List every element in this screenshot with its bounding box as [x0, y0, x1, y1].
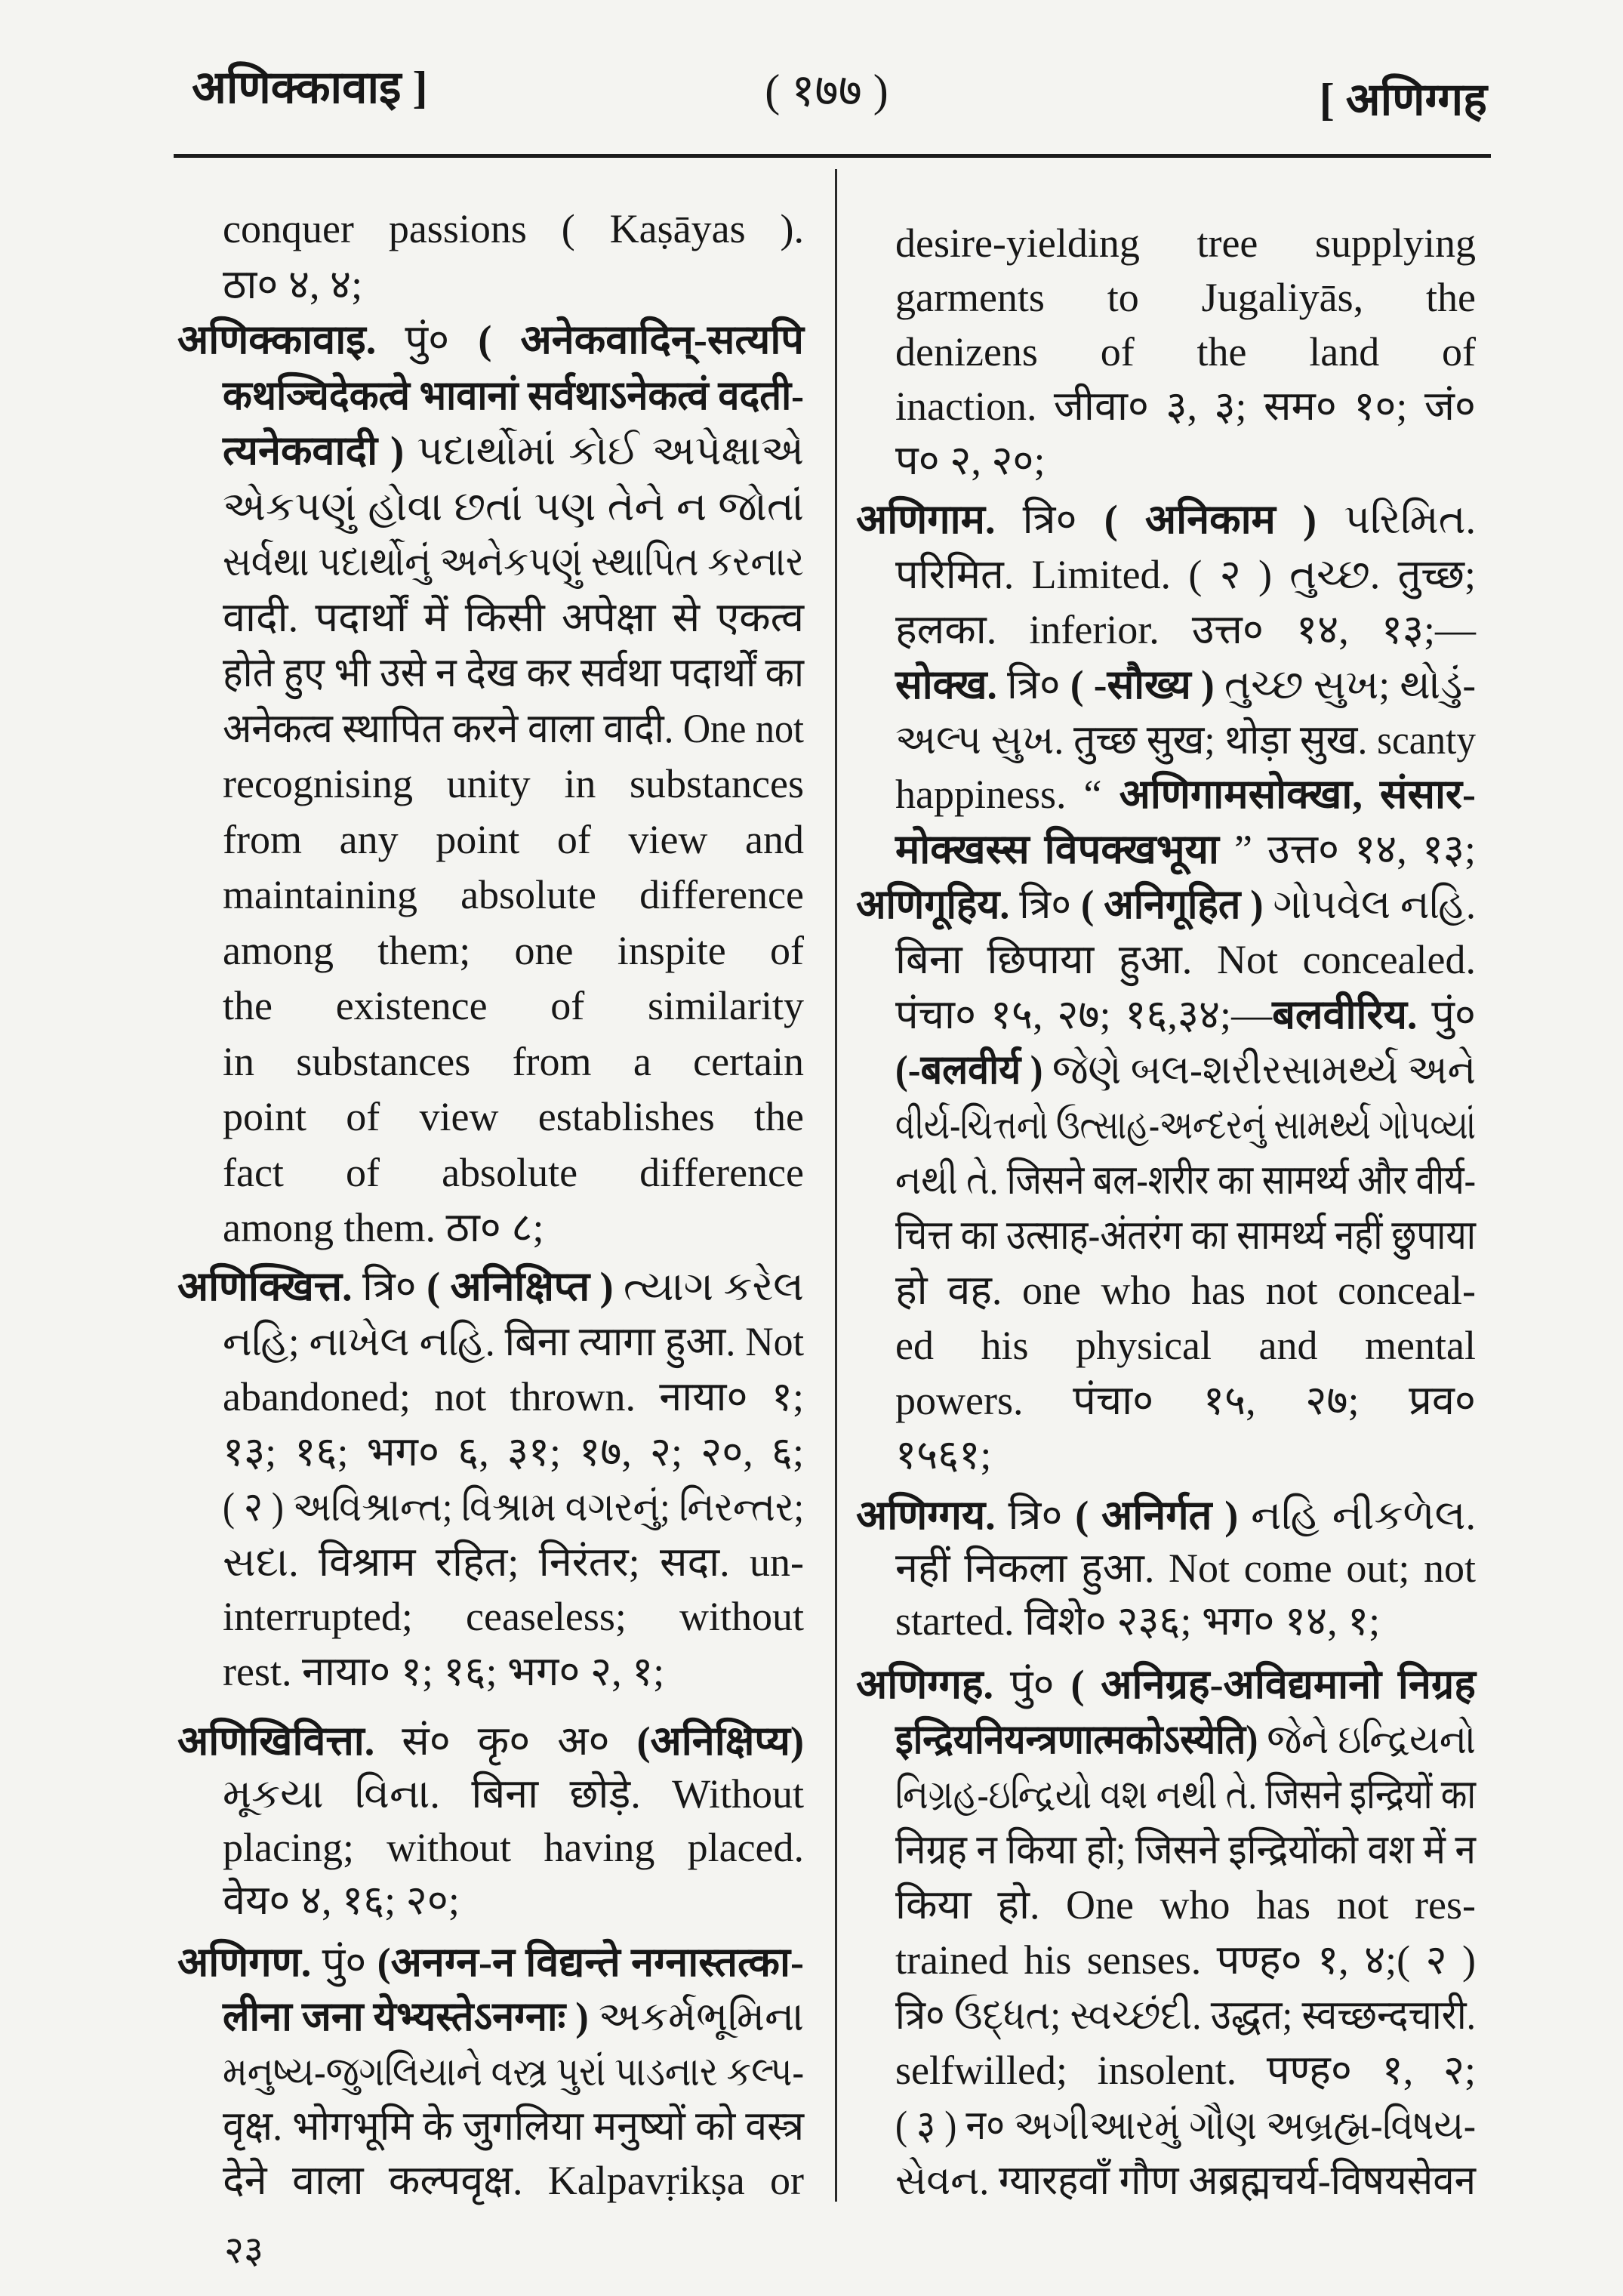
- entry-text: वेय० ४, १६; २०;: [223, 1878, 460, 1923]
- entry-text: સેવન. ग्यारहवाँ गौण अब्रह्मचर्य-विषयसेवन: [895, 2158, 1476, 2203]
- dictionary-line: [895, 1208, 1476, 1262]
- right-guide-word: [ अणिग्गह: [1319, 75, 1487, 125]
- dictionary-line: [895, 1988, 1476, 2042]
- entry-text: त्रि० ઉદ્ધત; સ્વચ્છંદી. उद्धत; स्वच्छन्दचारी.: [895, 1992, 1476, 2038]
- left-guide-word: अणिक्कावाइ ]: [192, 63, 428, 112]
- bold-term: मोक्खस्स विपक्खभूया: [895, 827, 1219, 872]
- dictionary-line: [895, 2043, 1476, 2097]
- dictionary-line: [895, 1767, 1476, 1822]
- entry-text: the existence of similarity: [223, 983, 804, 1028]
- headword: अणिगाम.: [856, 497, 996, 542]
- entry-text: पुं०: [993, 1662, 1071, 1707]
- entry-text: पंचा० १५, २७; १६,३४;—: [895, 992, 1273, 1037]
- dictionary-line: [895, 1933, 1476, 1987]
- entry-text: મૂકયા વિના. बिना छोड़े. Without: [223, 1771, 804, 1817]
- entry-text: interrupted; ceaseless; without: [223, 1594, 804, 1639]
- line-text: [895, 1263, 1476, 1318]
- line-text: [895, 1318, 1476, 1373]
- entry-text: fact of absolute difference: [223, 1150, 804, 1195]
- entry-text: સર્વથા પદાર્થોનું અનેકપણું સ્થાપિત કરનાર: [223, 539, 804, 584]
- line-text: [895, 1098, 1476, 1152]
- line-text: [856, 877, 1476, 932]
- line-text: [895, 1153, 1476, 1207]
- bold-term: ( -सौख्य ): [1070, 662, 1215, 707]
- dictionary-line: [895, 988, 1476, 1042]
- entry-text: inaction. जीवा० ३, ३; सम० १०; जं०: [895, 384, 1476, 429]
- dictionary-line: [895, 1263, 1476, 1318]
- dictionary-line: [895, 1541, 1476, 1595]
- headword: अणिगण.: [177, 1940, 312, 1985]
- entry-text: ( २ ) અવિશ્રાન્ત; વિશ્રામ વગરનું; નિરન્તર;: [223, 1484, 804, 1530]
- entry-text: प० २, २०;: [895, 438, 1046, 483]
- page-number: ( १७७ ): [765, 66, 888, 116]
- entry-text: rest. नाया० १; १६; भग० २, १;: [223, 1649, 665, 1694]
- dictionary-line: [856, 1488, 1476, 1542]
- bold-term: (अनग्न-न विद्यन्ते नग्नास्तत्का-: [377, 1940, 804, 1985]
- line-text: [895, 1043, 1476, 1097]
- bold-term: ( अनिगूहित ): [1081, 882, 1264, 927]
- dictionary-line: [895, 713, 1476, 767]
- dictionary-line: [895, 2153, 1476, 2208]
- entry-text: ed his physical and mental: [895, 1323, 1476, 1368]
- entry-text: अनेकत्व स्थापित करने वाला वादी. One not: [223, 706, 804, 751]
- entry-text: trained his senses. पण्ह० १, ४;( २ ): [895, 1937, 1476, 1983]
- line-text: [895, 1594, 1380, 1648]
- dictionary-line: [895, 932, 1476, 987]
- dictionary-line: [895, 1373, 1476, 1428]
- dictionary-line: [895, 658, 1476, 712]
- bold-term: बलवीरिय.: [1272, 992, 1418, 1037]
- dictionary-line: [895, 1594, 1476, 1648]
- entry-text: અકર્મભૂમિના: [588, 1994, 804, 2039]
- dictionary-line: [895, 603, 1476, 657]
- line-text: [895, 433, 1046, 488]
- entry-text: started. विशे० २३६; भग० १४, १;: [895, 1598, 1381, 1644]
- entry-text: maintaining absolute difference: [223, 872, 804, 917]
- entry-text: પરિમિત.: [1317, 497, 1476, 542]
- dictionary-line: [895, 1153, 1476, 1207]
- headword: अणिक्खित्त.: [177, 1264, 353, 1309]
- bold-term: ( अनिकाम ): [1104, 497, 1317, 542]
- entry-text: नहीं निकला हुआ. Not come out; not: [895, 1546, 1476, 1591]
- line-text: [895, 216, 1476, 270]
- entry-text: पुं०: [376, 317, 479, 362]
- entry-text: garments to Jugaliyās, the: [895, 275, 1476, 320]
- line-text: [895, 2098, 1476, 2153]
- entry-text: સદા. विश्राम रहित; निरंतर; सदा. un-: [223, 1539, 804, 1585]
- entry-text: १३; १६; भग० ६, ३१; १७, २; २०, ६;: [223, 1429, 804, 1475]
- dictionary-line: [895, 767, 1476, 821]
- line-text: [856, 1488, 1476, 1542]
- entry-text: desire-yielding tree supplying: [895, 220, 1476, 266]
- line-text: [895, 325, 1476, 379]
- line-text: [895, 1988, 1476, 2042]
- line-text: [895, 713, 1476, 767]
- entry-text: selfwilled; insolent. पण्ह० १, २;: [895, 2048, 1476, 2093]
- entry-text: होते हुए भी उसे न देख कर सर्वथा पदार्थों का: [223, 650, 804, 695]
- entry-text: हो वह. one who has not conceal-: [895, 1268, 1476, 1313]
- dictionary-line: [895, 1878, 1476, 1932]
- bold-term: ( अनिग्रह-अविद्यमानो निग्रह: [1070, 1662, 1476, 1707]
- headword: अणिगूहिय.: [856, 882, 1010, 927]
- entry-text: १५६१;: [895, 1432, 992, 1478]
- bold-term: इन्द्रियनियन्त्रणात्मकोऽस्येति): [895, 1717, 1258, 1762]
- entry-text: denizens of the land of: [895, 329, 1476, 374]
- entry-text: चित्त का उत्साह-अंतरंग का सामर्थ्य नहीं छुपाया: [895, 1213, 1476, 1258]
- entry-text: वृक्ष. भोगभूमि के जुगलिया मनुष्यों को वस्त्र: [223, 2103, 804, 2149]
- entry-text: point of view establishes the: [223, 1094, 804, 1139]
- bold-term: ( अनेकवादिन्-सत्यपि: [478, 317, 804, 362]
- dictionary-line: [895, 1823, 1476, 1877]
- entry-text: सं० कृ० अ०: [374, 1718, 637, 1764]
- line-text: [895, 767, 1476, 821]
- entry-text: देने वाला कल्पवृक्ष. Kalpavṛikṣa or: [223, 2158, 804, 2203]
- entry-text: परिमित. Limited. ( २ ) તુચ્છ. तुच्छ;: [895, 552, 1476, 597]
- dictionary-line: [895, 1043, 1476, 1097]
- dictionary-line: [895, 433, 1476, 488]
- line-text: [895, 1428, 991, 1482]
- dictionary-line: [895, 822, 1476, 877]
- entry-text: ગોપવેલ નહિ.: [1263, 882, 1476, 927]
- line-text: [895, 603, 1476, 657]
- line-text: [895, 2153, 1476, 2208]
- entry-text: placing; without having placed.: [223, 1825, 804, 1870]
- entry-text: conquer passions ( Kaṣāyas ).: [223, 206, 804, 251]
- entry-text: મનુષ્ય-જુગલિયાને વસ્ત્ર પુરાં પાડનાર કલ્પ-: [223, 2049, 804, 2094]
- entry-text: નથી તે. जिसने बल-शरीर का सामर्थ्य और वीर्य-: [895, 1157, 1476, 1203]
- dictionary-line: [895, 379, 1476, 433]
- entry-text: निग्रह न किया हो; जिसने इन्द्रियोंको वश में न: [895, 1827, 1476, 1872]
- bold-term: अणिगामसोक्खा, संसार-: [1119, 772, 1476, 817]
- line-text: [895, 658, 1476, 712]
- line-text: [895, 1373, 1476, 1428]
- line-text: [895, 270, 1476, 325]
- bold-term: ( अनिर्गत ): [1075, 1493, 1239, 1538]
- entry-text: त्रि०: [995, 1493, 1076, 1538]
- bold-term: (अनिक्षिप्य): [636, 1718, 804, 1764]
- entry-text: पुं०: [1417, 992, 1476, 1037]
- dictionary-line: [895, 1098, 1476, 1152]
- headword: अणिग्गय.: [856, 1493, 996, 1538]
- dictionary-line: [856, 492, 1476, 547]
- dictionary-line: [895, 1318, 1476, 1373]
- entry-text: ठा० ४, ४;: [223, 262, 363, 307]
- bold-term: लीना जना येभ्यस्तेऽनग्नाः ): [223, 1994, 589, 2039]
- entry-text: powers. पंचा० १५, २७; प्रव०: [895, 1378, 1476, 1423]
- entry-text: જેને ઇન્દ્રિયનો: [1258, 1717, 1476, 1762]
- line-text: [895, 1712, 1476, 1767]
- line-text: [895, 2043, 1476, 2097]
- entry-text: પદાર્થોમાં કોઈ અપેક્ષાએ: [404, 428, 804, 473]
- bold-term: सोक्ख.: [895, 662, 997, 707]
- entry-text: त्रि०: [1009, 882, 1082, 927]
- entry-text: નહિ નીકળેલ.: [1238, 1493, 1477, 1538]
- entry-text: અલ્પ સુખ. तुच्छ सुख; थोड़ा सुख. scanty: [895, 717, 1476, 763]
- entry-text: among them; one inspite of: [223, 928, 804, 973]
- dictionary-line: [895, 1428, 1476, 1482]
- line-text: [895, 932, 1476, 987]
- entry-text: पुं०: [311, 1940, 377, 1985]
- entry-text: abandoned; not thrown. नाया० १;: [223, 1374, 804, 1419]
- headword: अणिखिवित्ता.: [177, 1718, 375, 1764]
- line-text: [895, 379, 1476, 433]
- dictionary-line: [856, 877, 1476, 932]
- entry-text: નિગ્રહ-ઇન્દ્રિયો વશ નથી તે. जिसने इन्द्रियों का: [895, 1772, 1476, 1817]
- entry-text: in substances from a certain: [223, 1039, 804, 1084]
- entry-text: નહિ; નાખેલ નહિ. बिना त्यागा हुआ. Not: [223, 1319, 804, 1364]
- line-text: [895, 1208, 1476, 1262]
- entry-text: बिना छिपाया हुआ. Not concealed.: [895, 937, 1476, 982]
- entry-text: त्रि०: [995, 497, 1104, 542]
- dictionary-line: [856, 1657, 1476, 1712]
- line-text: [895, 822, 1476, 877]
- entry-text: from any point of view and: [223, 817, 804, 862]
- bold-term: (-बलवीर्य ): [895, 1047, 1043, 1093]
- headword: अणिग्गह.: [856, 1662, 994, 1707]
- dictionary-line: [895, 325, 1476, 379]
- entry-text: તુચ્છ સુખ; થોડું-: [1214, 662, 1476, 707]
- line-text: [856, 1657, 1476, 1712]
- line-text: [895, 1823, 1476, 1877]
- entry-text: ત્યાગ કરેલ: [613, 1264, 804, 1309]
- dictionary-line: [895, 216, 1476, 270]
- signature-mark: २३: [224, 2229, 263, 2271]
- entry-text: त्रि०: [996, 662, 1070, 707]
- entry-text: ( ३ ) न० અગીઆરમું ગૌણ અબ્રહ્મ-વિષય-: [895, 2103, 1476, 2148]
- dictionary-line: [895, 1712, 1476, 1767]
- entry-text: किया हो. One who has not res-: [895, 1882, 1476, 1928]
- bold-term: त्यनेकवादी ): [223, 428, 405, 473]
- dictionary-line: [895, 2098, 1476, 2153]
- bold-term: कथञ्चिदेकत्वे भावानां सर्वथाऽनेकत्वं वदती-: [223, 373, 804, 418]
- dictionary-line: [895, 547, 1476, 602]
- line-text: [895, 1933, 1476, 1987]
- entry-text: among them. ठा० ८;: [223, 1205, 544, 1250]
- entry-text: એકપણું હોવા છતાં પણ તેને ન જોતાં: [223, 484, 804, 529]
- headword: अणिक्कावाइ.: [177, 317, 377, 362]
- entry-text: हलका. inferior. उत्त० १४, १३;—: [895, 607, 1476, 652]
- entry-text: જેણે બલ-શરીરસામર્થ્ય અને: [1042, 1047, 1476, 1093]
- line-text: [895, 547, 1476, 602]
- entry-text: happiness. “: [895, 772, 1119, 817]
- entry-text: वादी. पदार्थों में किसी अपेक्षा से एकत्व: [223, 595, 804, 640]
- entry-text: વીર્ય-ચિત્તનો ઉત્સાહ-અન્દરનું સામર્થ્ય ગોપવ્યાં: [895, 1102, 1476, 1148]
- entry-text: ” उत्त० १४, १३;: [1218, 827, 1476, 872]
- line-text: [895, 1541, 1476, 1595]
- entry-text: त्रि०: [352, 1264, 427, 1309]
- dictionary-line: [895, 270, 1476, 325]
- line-text: [856, 492, 1476, 547]
- line-text: [895, 1878, 1476, 1932]
- line-text: [895, 1767, 1476, 1822]
- bold-term: ( अनिक्षिप्त ): [427, 1264, 614, 1309]
- entry-text: recognising unity in substances: [223, 761, 804, 806]
- line-text: [895, 988, 1476, 1042]
